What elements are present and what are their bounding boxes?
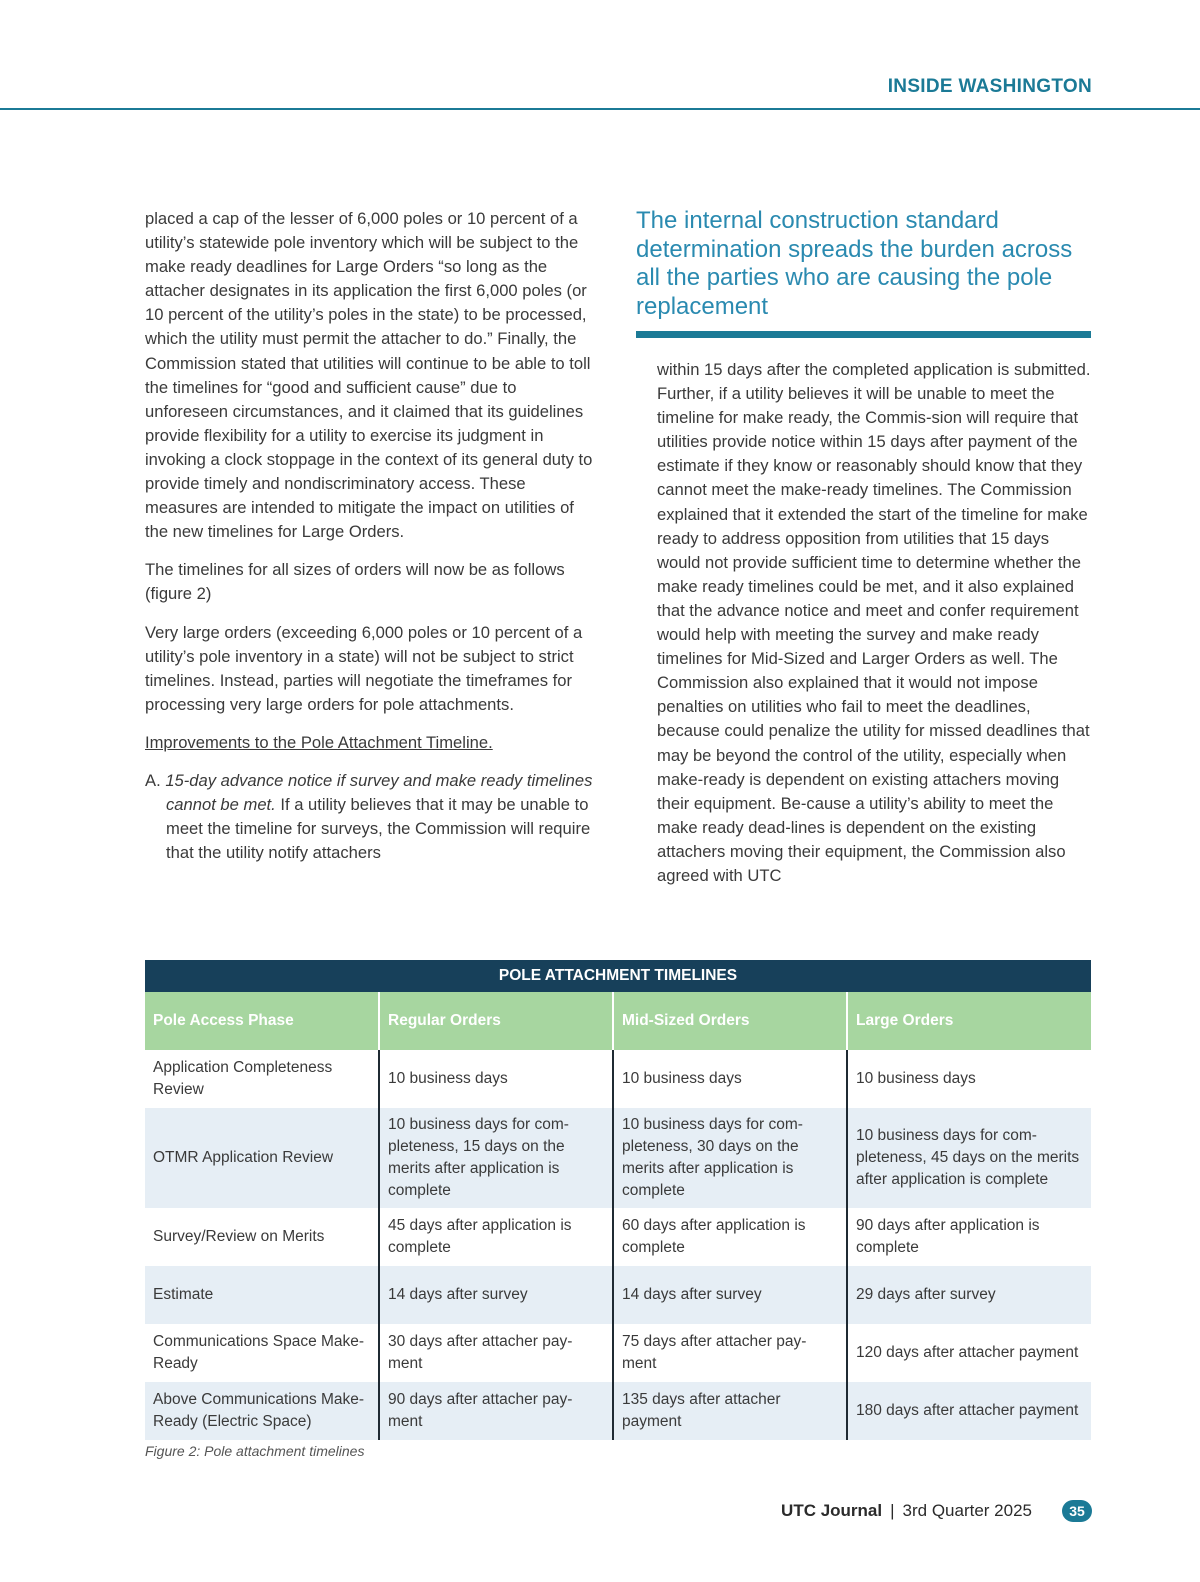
figure-caption: Figure 2: Pole attachment timelines [145,1443,365,1459]
list-item-a-italic: 15-day advance notice if survey and make ready timelines cannot be met. [165,770,593,815]
table-cell: Communications Space Make-Ready [153,1333,365,1372]
table-cell: 10 business days for com-pleteness, 45 days on the merits after application is complete [847,1108,1091,1208]
table-title: POLE ATTACHMENT TIMELINES [145,960,1091,992]
table-cell: 10 business days [613,1050,847,1108]
table-cell: 10 business days for com-pleteness, 15 days on the merits after application is complete [379,1108,613,1208]
left-column [145,207,597,879]
table-cell: 45 days after application is complete [379,1208,613,1266]
right-column [657,358,1093,888]
table-cell: 14 days after survey [379,1266,613,1324]
pull-quote-rule [636,331,1091,338]
table-cell: Survey/Review on Merits [153,1228,325,1245]
table-cell: 30 days after attacher pay-ment [379,1324,613,1382]
journal-name: UTC Journal [781,1501,883,1520]
table-cell: 90 days after application is complete [847,1208,1091,1266]
table-row [145,1108,1091,1208]
right-paragraph-1: within 15 days after the completed application is submitted. Further, if a utility believes it will be unable to meet the timeline for make ready, the Commis-sion will require that utilities provide notice within 15 days after payment of the estimate if they know or reasonably should know that they cannot meet the make-ready timelines. The Commission explained that it extended the start of the timeline for make ready to address opposition from utilities that 15 days would not provide sufficient time to determine whether the make ready timelines could be met, and it also explained that the advance notice and meet and confer requirement would help with meeting the survey and make ready timelines for Mid-Sized and Larger Orders as well. The Commission also explained that it would not impose penalties on utilities who fail to meet the deadlines, because could penalize the utility for missed deadlines that may be beyond the control of the utility, especially when make-ready is dependent on existing attachers moving their equipment. Be-cause a utility’s ability to meet the make ready dead-lines is dependent on the existing attachers moving their equipment, the Commission also agreed with UTC [657,360,1091,885]
table-cell: 14 days after survey [613,1266,847,1324]
table-cell: 180 days after attacher payment [847,1382,1091,1440]
table-cell: 10 business days [847,1050,1091,1108]
issue-label: 3rd Quarter 2025 [902,1501,1032,1520]
table-cell: 60 days after application is complete [613,1208,847,1266]
table-cell: Above Communications Make-Ready (Electric Space) [145,1382,379,1440]
table-row [145,1382,1091,1440]
table-row [145,1266,1091,1324]
footer-separator: | [890,1501,895,1520]
table-cell: 90 days after attacher pay-ment [379,1382,613,1440]
table-cell: 120 days after attacher payment [847,1324,1091,1382]
header-cell: Large Orders [847,992,1091,1050]
table-cell: OTMR Application Review [145,1108,379,1208]
left-paragraph-2: The timelines for all sizes of orders will now be as follows (figure 2) [145,560,565,604]
subheading: Improvements to the Pole Attachment Timeline. [145,732,493,752]
header-cell: Pole Access Phase [145,992,379,1050]
table-cell: 75 days after attacher pay-ment [613,1324,847,1382]
table-cell: 10 business days for com-pleteness, 30 days on the merits after application is complete [613,1108,847,1208]
list-marker: A. [145,770,161,790]
section-label: INSIDE WASHINGTON [887,76,1092,97]
page-number: 35 [1062,1500,1092,1522]
list-item-a [145,769,597,865]
table-cell: 29 days after survey [847,1266,1091,1324]
header-rule [0,108,1200,110]
table-cell: Estimate [145,1266,379,1324]
table-cell: 10 business days [379,1050,613,1108]
header-cell: Mid-Sized Orders [613,992,847,1050]
pull-quote: The internal construction standard determination spreads the burden across all the parties who are causing the pole replacement [636,207,1073,320]
left-paragraph-3: Very large orders (exceeding 6,000 poles or 10 percent of a utility’s pole inventory in a state) will not be subject to strict timelines. Instead, parties will negotiate the timeframes for processing very large orders for pole attachments. [145,622,583,714]
table-row [145,1324,1091,1382]
table-row [145,1208,1091,1266]
list-item-a-text: If a utility believes that it may be unable to meet the timeline for surveys, the Commission will require that the utility notify attachers [166,795,591,863]
timelines-grid [145,992,1091,1440]
header-cell: Regular Orders [379,992,613,1050]
timelines-table [145,960,1091,1440]
table-header-row [145,992,1091,1050]
left-paragraph-1: placed a cap of the lesser of 6,000 poles or 10 percent of a utility’s statewide pole inventory which will be subject to the make ready deadlines for Large Orders “so long as the attacher designates in its application the first 6,000 poles (or 10 percent of the utility’s poles in the state) to be processed, which the utility must permit the attacher to do.” Finally, the Commission stated that utilities will continue to be able to toll the timelines for “good and sufficient cause” due to unforeseen circumstances, and it claimed that its guidelines provide flexibility for a utility to exercise its judgment in invoking a clock stoppage in the context of its general duty to provide timely and nondiscriminatory access. These measures are intended to mitigate the impact on utilities of the new timelines for Large Orders. [145,209,593,542]
page-footer [781,1500,1092,1522]
table-cell: Application Completeness Review [153,1059,333,1098]
table-cell: 135 days after attacher payment [613,1382,847,1440]
table-row [145,1050,1091,1108]
